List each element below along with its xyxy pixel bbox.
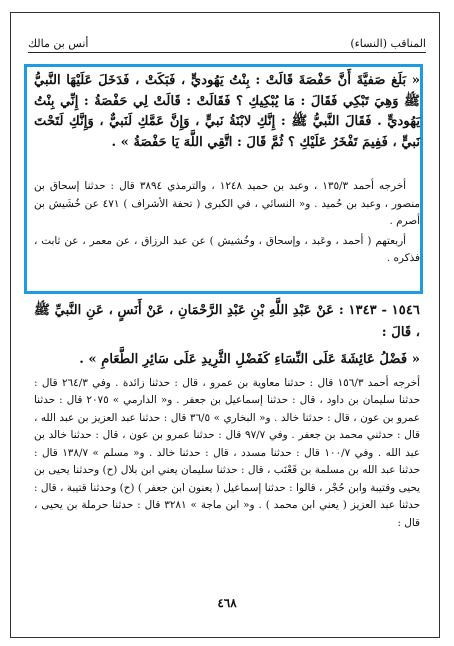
block1-hadith-text: « بَلَغ صَفيَّةَ أَنَّ حَفْصَةَ قَالَتْ : بِنْتُ يَهُوديٍّ ، فَبَكَتْ ، فَدَخَلَ عَلَيْهَا النَّبيُّ ﷺ وَهِيَ تَبْكِي فَقَالَ : مَا يُبْكِيكِ ؟ فَقَالَتْ : قَالَتْ لِي حَفْصَةُ : إِنِّي بِنْتُ يَهُوديٍّ . فَقَالَ النَّبيُّ ﷺ : إِنَّكِ لابْنَةُ نَبيٍّ ، وَإِنَّ عَمَّكِ لَنَبيٌّ ، وَإِنَّكِ لَتَحْتَ نَبيٍّ ، فَفِيمَ تَفْخَرُ عَلَيْكِ ؟ ثُمَّ قَالَ : اتَّقِي اللَّهَ يَا حَفْصَةُ » . [34,73,420,150]
block1-takhrij: أخرجه أحمد ١٣٥/٣ ، وعبد بن حميد ١٢٤٨ ، والترمذي ٣٨٩٤ قال : حدثنا إسحاق بن منصور ، وعبد بن حُميد . و« النسائي ، في الكبرى ( تحفة الأشراف ) ٤٧١ عن خُشَيش بن أصرم . [34,180,420,227]
block1-hadith-container [34,71,420,153]
page-number: ٤٦٨ [217,596,237,610]
running-head-left: أنس بن مالك [28,37,89,50]
block1-chain-note: أربعتهم ( أحمد ، وعَبد ، وإسحاق ، وخُشيش ) عن عبد الرزاق ، عن معمر ، عن ثابت ، فذكره . [34,234,420,264]
running-head-right: المناقب (النساء) [350,37,426,50]
block2-takhrij: أخرجه أحمد ١٥٦/٣ قال : حدثنا معاوية بن عمرو ، قال : حدثنا زائدة . وفي ٢٦٤/٣ قال : حدثنا سليمان بن داود ، قال : حدثنا إسماعيل بن جعفر . و« الدارمي » ٢٠٧٥ قال : حدثنا عمرو بن عون ، قال : حدثنا خالد . و« البخاري » ٣٦/٥ قال : حدثنا عبد العزيز بن عبد الله ، قال : حدثني محمد بن جعفر . وفي ٩٧/٧ قال : حدثنا عمرو بن عون ، قال : حدثنا خالد بن عبد الله . وفي ١٠٠/٧ قال : حدثنا مسدد ، قال : حدثنا خالد . و« مسلم » ١٣٨/٧ قال : حدثنا عبد الله بن مسلمة بن قَعْنَب ، قال : حدثنا سليمان يعني ابن بلال (ح) وحدثنا يحيى بن يحيى وقتيبة وابن حُجْر ، قالوا : حدثنا إسماعيل ( يعنون ابن جعفر ) (ح) وحدثنا قتيبة ، قال : حدثنا عبد العزيز ( يعني ابن محمد ) . و« ابن ماجة » ٣٢٨١ قال : حدثنا حرملة بن يحيى ، قال : [34,376,421,529]
block2-container [34,300,420,532]
block2-hadith-text: « فَضْلُ عَائِشَةَ عَلَى النِّسَاءِ كَفَضْلِ الثَّرِيدِ عَلَى سَائِرِ الطَّعَامِ » . [79,352,420,367]
block1-notes-container [34,178,420,268]
running-head [28,34,426,53]
block2-isnad: ١٥٤٦ - ١٣٤٣ : عَنْ عَبْدِ اللَّهِ بْنِ عَبْدِ الرَّحْمَانِ ، عَنْ أَنَسٍ ، عَنِ النَّبيِّ ﷺ ، قَالَ : [34,303,420,340]
